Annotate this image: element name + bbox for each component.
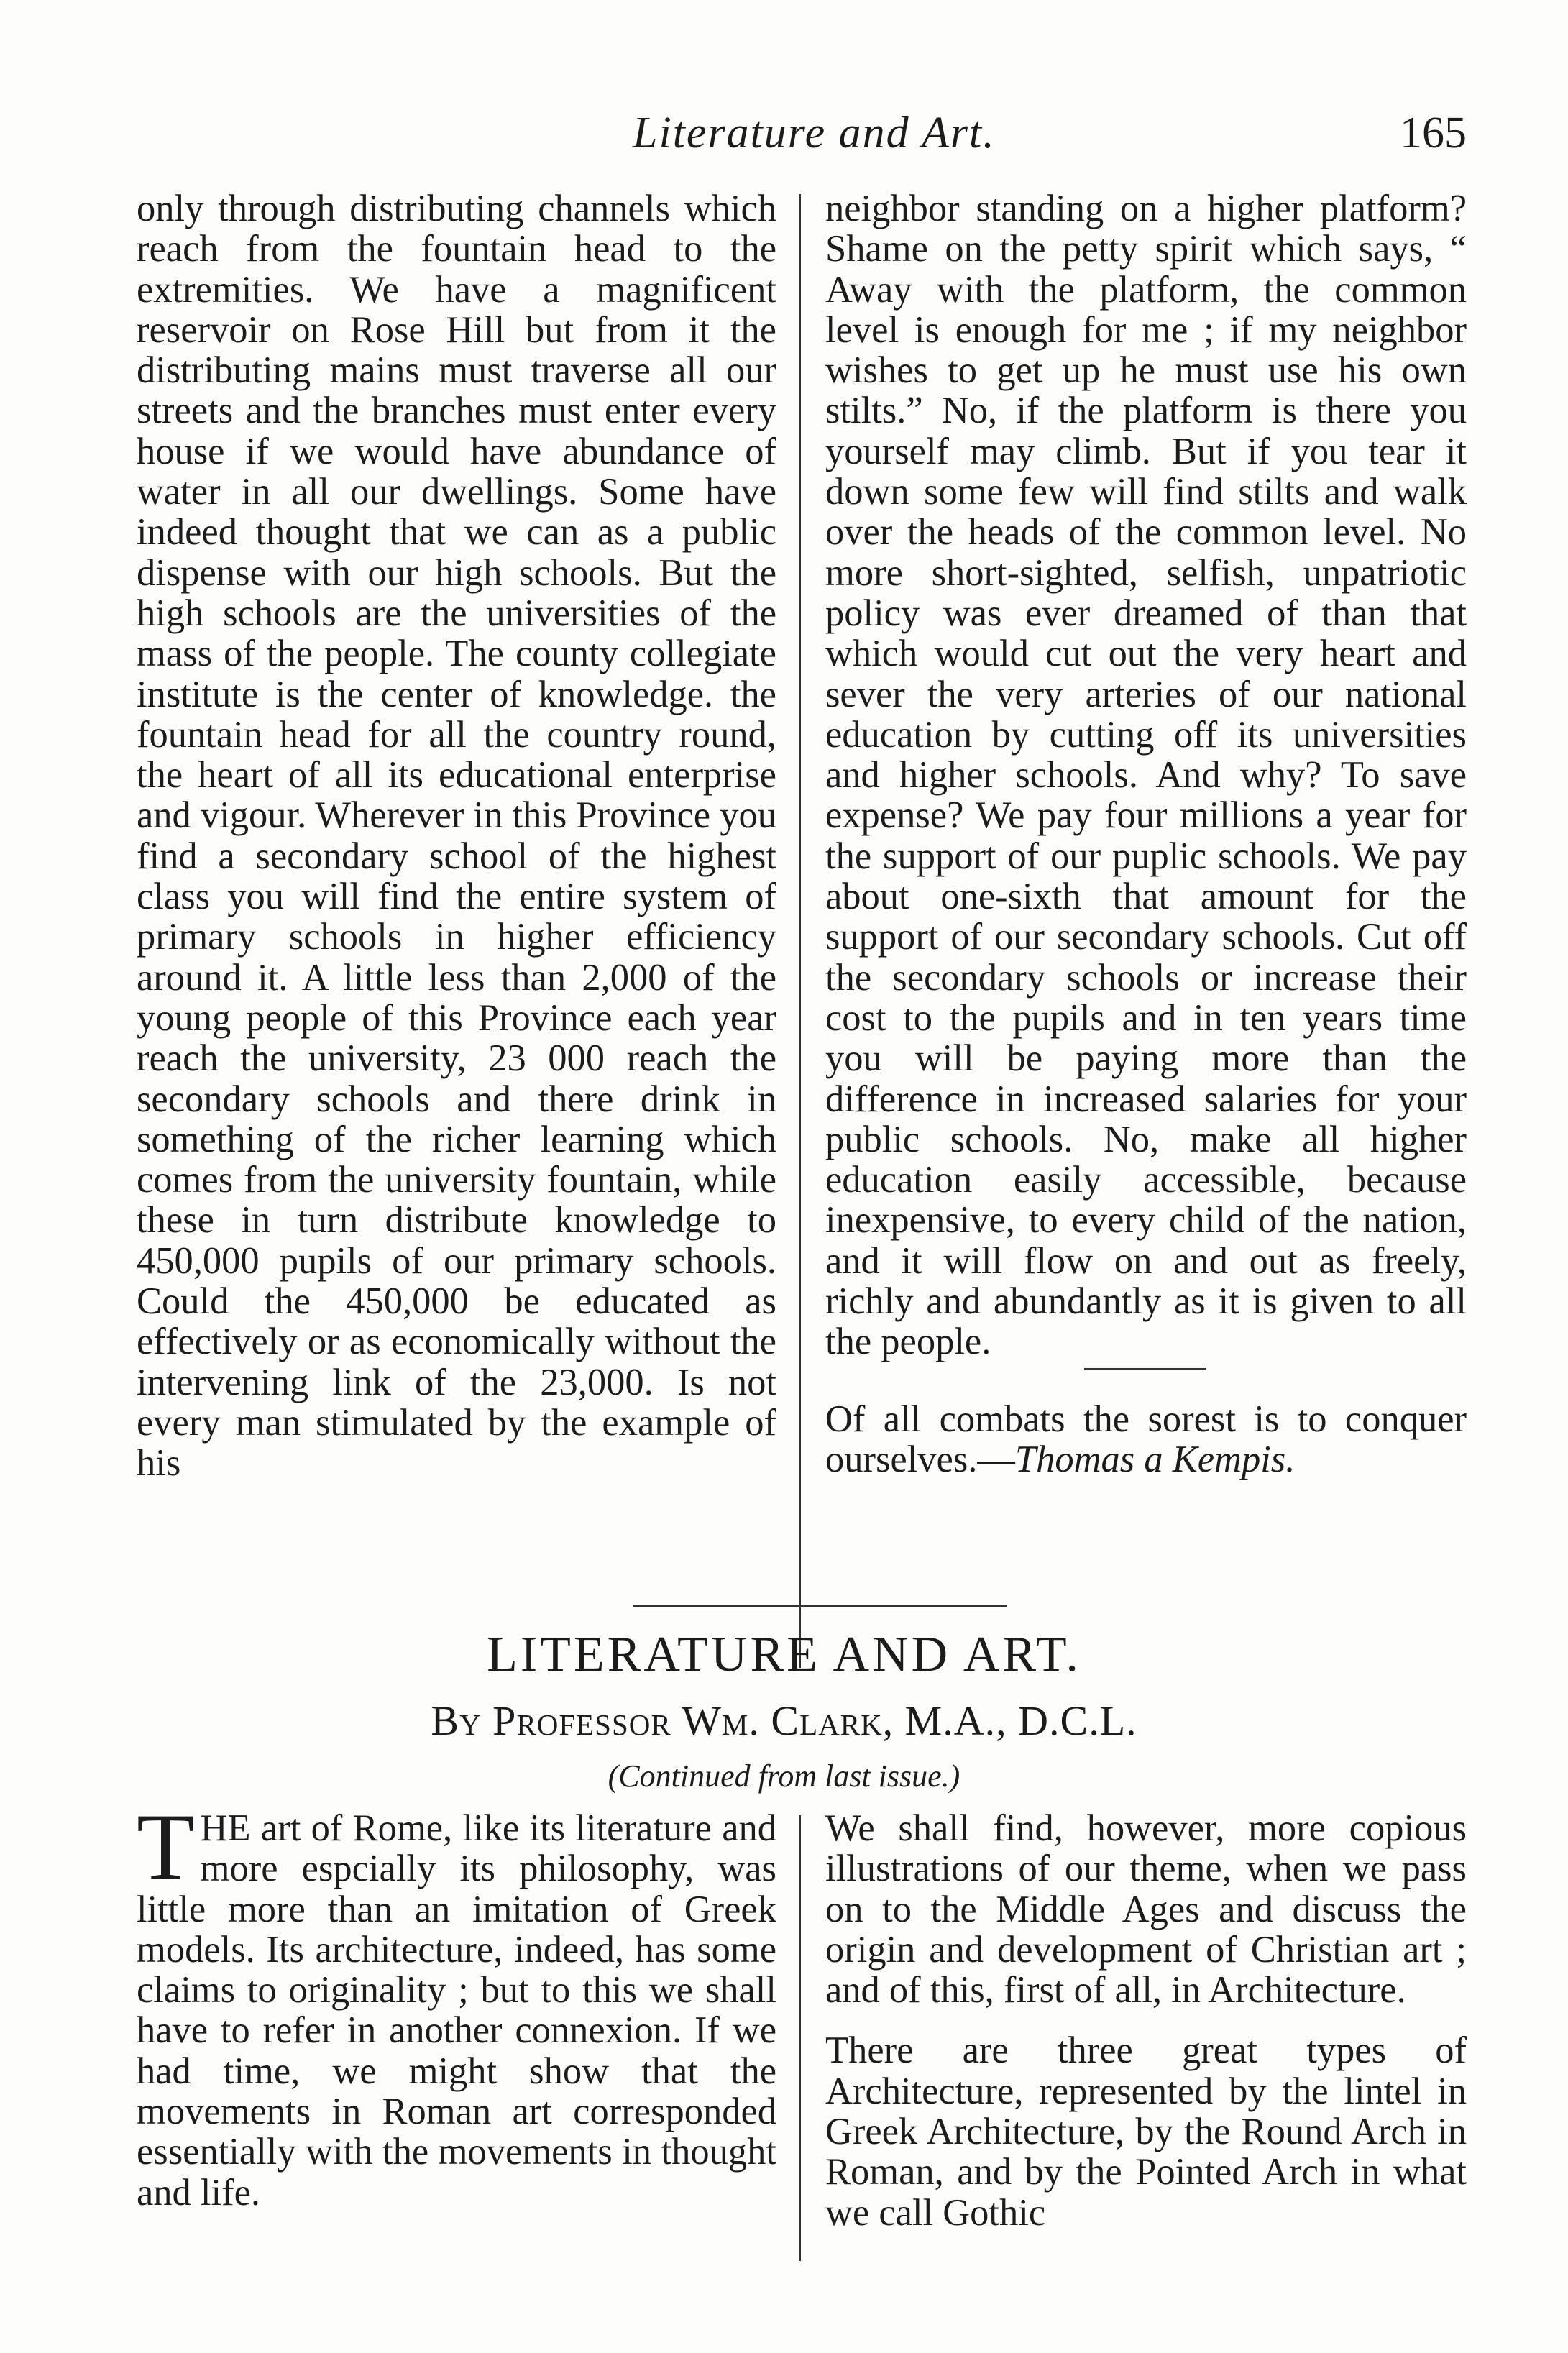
quote-paragraph <box>825 1399 1467 1480</box>
running-head <box>137 108 1467 173</box>
article-title: LITERATURE AND ART. <box>487 1627 1081 1682</box>
page-number: 165 <box>1400 109 1467 157</box>
article-right-column <box>825 1808 1467 2233</box>
top-left-column <box>137 188 776 1484</box>
section-divider-rule <box>633 1605 1007 1607</box>
continued-note: (Continued from last issue.) <box>608 1758 960 1794</box>
column-divider <box>799 194 801 1668</box>
article-paragraph: There are three great types of Architecture, represented by the lintel in Greek Architecture, by the Round Arch in Roman, and by the Pointed Arch in what we call Gothic <box>825 2029 1467 2234</box>
quote-author: Thomas a Kempis. <box>1014 1438 1296 1480</box>
body-paragraph: neighbor standing on a higher platform? Shame on the petty spirit which says, “ Away with the platform, the common level is enough for me ; if my neighbor wishes to get up he must use his own stilts.” No, if the platform is there you yourself may climb. But if you tear it down some few will find stilts and walk over the heads of the common level. No more short-sighted, selfish, unpatriotic policy was ever dreamed of than that which would cut out the very heart and sever the very arteries of our national education by cutting off its universities and higher schools. And why? To save expense? We pay four millions a year for the support of our puplic schools. We pay about one-sixth that amount for the support of our secondary schools. Cut off the secondary schools or increase their cost to the pupils and in ten years time you will be paying more than the difference in increased salaries for your public schools. No, make all higher education easily accessible, because inexpensive, to every child of the nation, and it will flow on and out as freely, richly and abundantly as it is given to all the people. <box>825 188 1467 1363</box>
article-paragraph-text: HE art of Rome, like its literature and more espcially its philosophy, was little more than an imitation of Greek models. Its architecture, indeed, has some claims to originality ; but to this we shall have to refer in another connexion. If we had time, we might show that the movements in Roman art corresponded essentially with the movements in thought and life. <box>137 1807 776 2214</box>
article-paragraph: We shall find, however, more copious illustrations of our theme, when we pass on to the Middle Ages and discuss the origin and development of Christian art ; and of this, first of all, in Architecture. <box>825 1807 1467 2012</box>
column-divider <box>799 1815 801 2261</box>
article-left-column <box>137 1794 776 2214</box>
body-paragraph: only through distributing channels which reach from the fountain head to the extremities. We have a magnificent reservoir on Rose Hill but from it the distributing mains must traverse all our streets and the branches must enter every house if we would have abundance of water in all our dwellings. Some have indeed thought that we can as a public dispense with our high schools. But the high schools are the universities of the mass of the people. The county collegiate institute is the center of knowledge. the fountain head for all the country round, the heart of all its educational enterprise and vigour. Wherever in this Province you find a secondary school of the highest class you will find the entire system of primary schools in higher efficiency around it. A little less than 2,000 of the young people of this Province each year reach the university, 23 000 reach the secondary schools and there drink in something of the richer learning which comes from the university fountain, while these in turn distribute knowledge to 450,000 pupils of our primary schools. Could the 450,000 be educated as effectively or as economically without the intervening link of the 23,000. Is not every man stimulated by the example of his <box>137 188 776 1485</box>
article-byline: By Professor Wm. Clark, M.A., D.C.L. <box>431 1697 1137 1744</box>
article-paragraph <box>137 1794 776 2214</box>
quote-text: Of all combats the sorest is to conquer ourselves.— <box>825 1398 1467 1480</box>
short-divider-rule <box>1084 1368 1206 1370</box>
top-right-column <box>825 188 1467 1480</box>
drop-cap: T <box>137 1794 195 1899</box>
running-title: Literature and Art. <box>633 109 996 157</box>
